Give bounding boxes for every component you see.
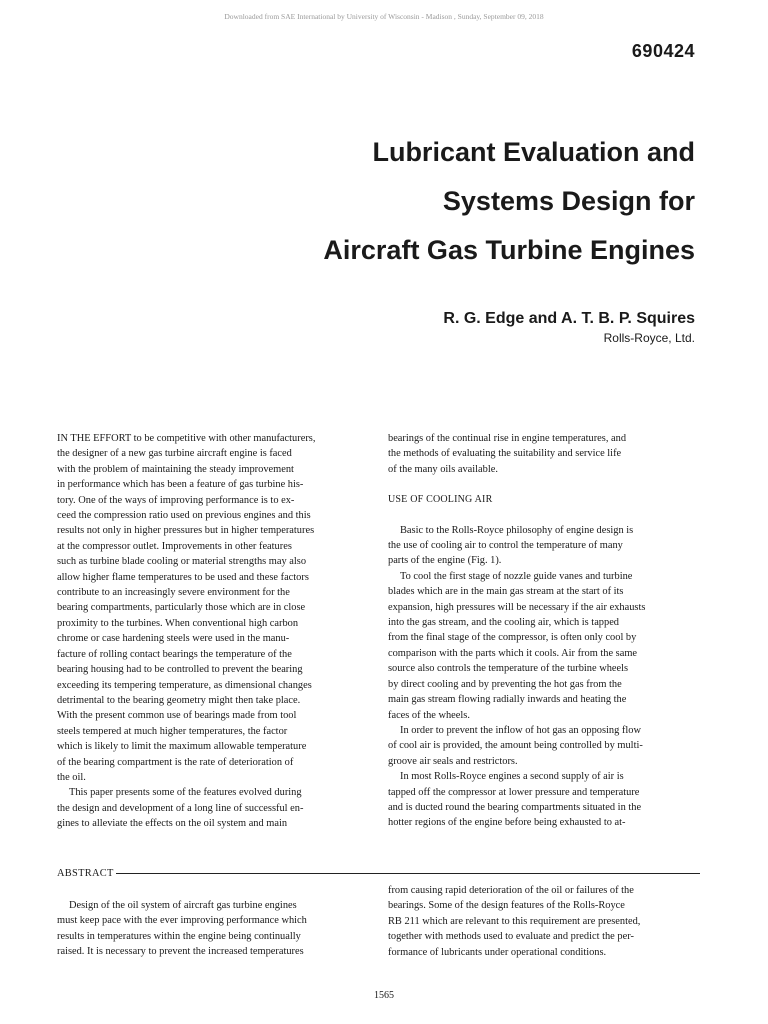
text-line: at the compressor outlet. Improvements in other features	[57, 540, 292, 552]
section-heading: USE OF COOLING AIR	[388, 494, 493, 506]
text-line: and is ducted round the bearing compartments situated in the	[388, 801, 642, 813]
text-line: RB 211 which are relevant to this requirement are presented,	[388, 915, 641, 927]
text-line: facture of rolling contact bearings the temperature of the	[57, 648, 292, 660]
text-line: of the many oils available.	[388, 463, 498, 475]
text-line: with the problem of maintaining the steady improvement	[57, 463, 294, 475]
text-line: the design and development of a long line of successful en-	[57, 802, 304, 814]
text-line: the designer of a new gas turbine aircraft engine is faced	[57, 448, 292, 460]
text-line: the use of cooling air to control the temperature of many	[388, 540, 623, 552]
text-line: chrome or case hardening steels were used in the manu-	[57, 633, 290, 645]
title-line: Lubricant Evaluation and	[372, 137, 695, 167]
text-line: raised. It is necessary to prevent the increased temperatures	[57, 946, 304, 958]
text-line: main gas stream flowing radially inwards and heating the	[388, 694, 627, 706]
text-line: bearings of the continual rise in engine temperatures, and	[388, 433, 627, 444]
abstract-column-right	[388, 883, 708, 960]
text-line: allow higher flame temperatures to be used and these factors	[57, 571, 309, 583]
text-line: hotter regions of the engine before being exhausted to at-	[388, 817, 626, 829]
text-line: tory. One of the ways of improving performance is to ex-	[57, 494, 295, 506]
text-line: This paper presents some of the features evolved during	[69, 787, 302, 799]
abstract-column-left	[57, 898, 379, 960]
text-line: from the final stage of the compressor, is often only cool by	[388, 632, 637, 644]
text-line: In most Rolls-Royce engines a second supply of air is	[400, 771, 624, 783]
text-line: Design of the oil system of aircraft gas turbine engines	[69, 900, 297, 911]
text-line: blades which are in the main gas stream at the start of its	[388, 586, 624, 598]
text-line: In order to prevent the inflow of hot gas an opposing flow	[400, 724, 641, 736]
text-line: ceed the compression ratio used on previous engines and this	[57, 510, 311, 522]
text-line: the oil.	[57, 771, 86, 783]
text-line: Basic to the Rolls-Royce philosophy of engine design is	[400, 524, 634, 536]
text-line: from causing rapid deterioration of the oil or failures of the	[388, 885, 634, 896]
text-line: results in temperatures within the engine being continually	[57, 930, 301, 942]
text-line: into the gas stream, and the cooling air, which is tapped	[388, 617, 620, 629]
text-line: comparison with the parts which it cools. Air from the same	[388, 647, 638, 659]
text-line: exceeding its tempering temperature, as dimensional changes	[57, 679, 312, 691]
abstract-label: ABSTRACT	[57, 868, 114, 879]
text-line: results not only in higher pressures but in higher temperatures	[57, 525, 315, 537]
authors: R. G. Edge and A. T. B. P. Squires	[443, 310, 695, 327]
text-line: To cool the first stage of nozzle guide vanes and turbine	[400, 570, 633, 582]
text-line: bearing housing had to be controlled to prevent the bearing	[57, 664, 303, 676]
paper-number: 690424	[631, 41, 695, 61]
paper-title	[275, 128, 695, 275]
title-line: Systems Design for	[442, 186, 695, 216]
page-number: 1565	[374, 990, 394, 1001]
text-line: detrimental to the bearing geometry might then take place.	[57, 694, 301, 706]
text-line: parts of the engine (Fig. 1).	[388, 555, 502, 567]
text-line: faces of the wheels.	[388, 709, 470, 721]
text-line: the methods of evaluating the suitability and service life	[388, 448, 622, 460]
text-line: gines to alleviate the effects on the oil system and main	[57, 818, 288, 830]
text-line: bearing compartments, particularly those which are in close	[57, 602, 306, 614]
text-line: source also controls the temperature of the turbine wheels	[388, 663, 629, 675]
text-line: together with methods used to evaluate and predict the per-	[388, 931, 634, 943]
text-line: formance of lubricants under operational conditions.	[388, 946, 607, 958]
text-line: such as turbine blade cooling or material strengths may also	[57, 556, 307, 568]
text-line: bearings. Some of the design features of the Rolls-Royce	[388, 900, 625, 912]
text-line: groove air seals and restrictors.	[388, 755, 518, 767]
text-line: by direct cooling and by preventing the hot gas from the	[388, 678, 622, 690]
text-line: must keep pace with the ever improving performance which	[57, 915, 307, 927]
text-line: of the bearing compartment is the rate of deterioration of	[57, 756, 294, 768]
text-line: of cool air is provided, the amount being controlled by multi-	[388, 740, 643, 752]
title-line: Aircraft Gas Turbine Engines	[323, 235, 695, 265]
text-line: in performance which has been a feature of gas turbine his-	[57, 479, 304, 491]
body-column-left	[57, 431, 379, 832]
abstract-divider	[116, 873, 700, 874]
abstract-rule	[57, 868, 700, 879]
text-line: expansion, high pressures will be necessary if the air exhausts	[388, 601, 646, 613]
text-line: tapped off the compressor at lower pressure and temperature	[388, 786, 640, 798]
text-line: With the present common use of bearings made from tool	[57, 710, 297, 722]
text-line: which is likely to limit the maximum allowable temperature	[57, 741, 307, 753]
download-note: Downloaded from SAE International by University of Wisconsin - Madison , Sunday, September 09, 2018	[224, 12, 544, 21]
text-line: proximity to the turbines. When conventional high carbon	[57, 617, 299, 629]
text-line: contribute to an increasingly severe environment for the	[57, 587, 290, 599]
body-column-right	[388, 431, 708, 831]
text-line: steels tempered at much higher temperatures, the factor	[57, 725, 288, 737]
text-line: IN THE EFFORT to be competitive with other manufacturers,	[57, 433, 316, 444]
affiliation: Rolls-Royce, Ltd.	[603, 331, 695, 345]
